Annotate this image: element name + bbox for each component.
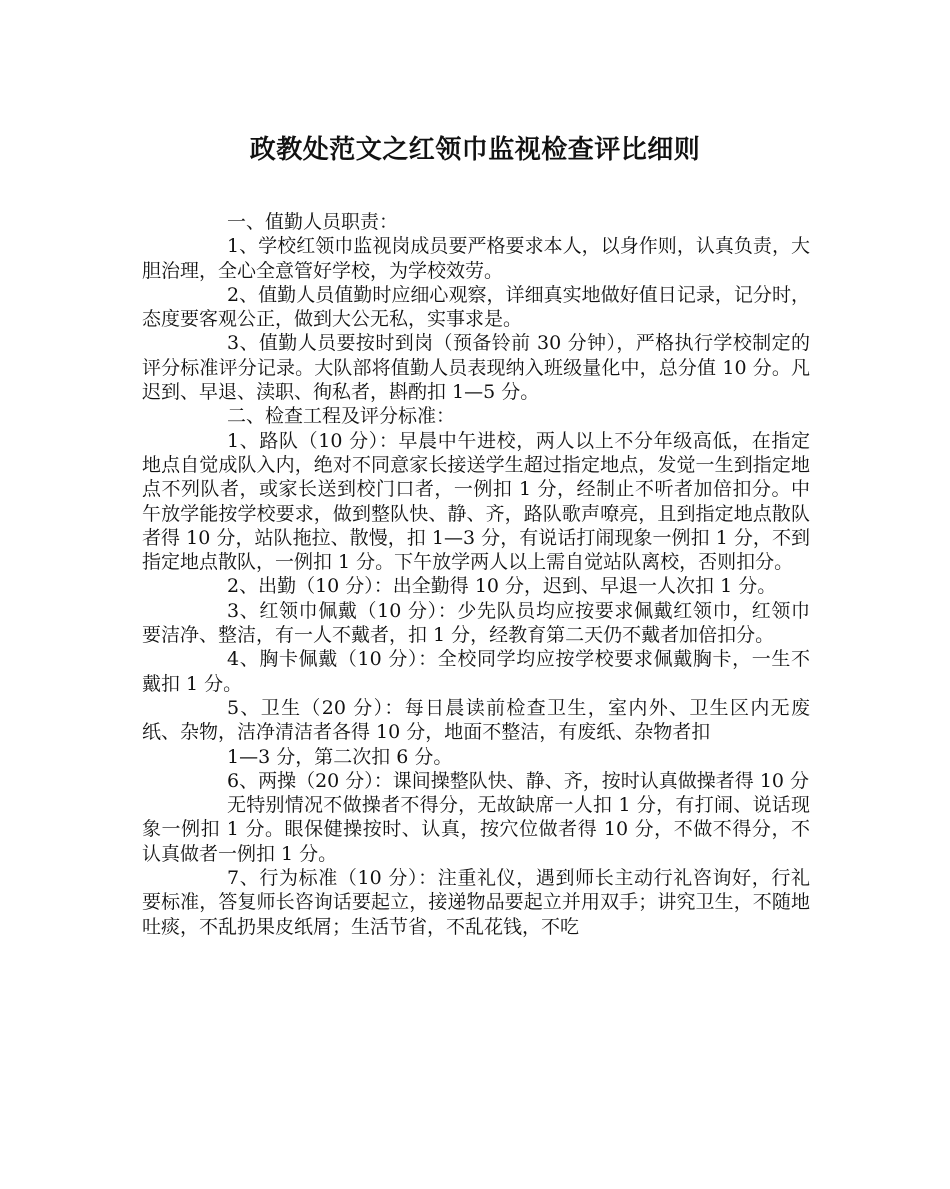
paragraph: 1、学校红领巾监视岗成员要严格要求本人，以身作则，认真负责，大胆治理，全心全意管好学校，为学校效劳。 [142, 235, 810, 282]
paragraph: 7、行为标准（10 分）：注重礼仪，遇到师长主动行礼咨询好，行礼要标准，答复师长咨询话要起立，接递物品要起立并用双手；讲究卫生，不随地吐痰，不乱扔果皮纸屑；生活节省，不乱花钱，不吃 [142, 867, 810, 938]
paragraph: 2、值勤人员值勤时应细心观察，详细真实地做好值日记录，记分时，态度要客观公正，做到大公无私，实事求是。 [142, 283, 810, 331]
paragraph: 二、检查工程及评分标准： [227, 405, 456, 428]
paragraph: 1—3 分，第二次扣 6 分。 [227, 745, 453, 768]
paragraph: 2、出勤（10 分）：出全勤得 10 分，迟到、早退一人次扣 1 分。 [227, 575, 777, 598]
paragraph: 5、卫生（20 分）：每日晨读前检查卫生，室内外、卫生区内无废纸、杂物，洁净清洁者各得 10 分，地面不整洁，有废纸、杂物者扣 [142, 696, 810, 744]
paragraph: 无特别情况不做操者不得分，无故缺席一人扣 1 分，有打闹、说话现象一例扣 1 分。眼保健操按时、认真，按穴位做者得 10 分，不做不得分，不认真做者一例扣 1 分。 [142, 794, 810, 865]
document-body [142, 210, 810, 939]
paragraph: 3、红领巾佩戴（10 分）：少先队员均应按要求佩戴红领巾，红领巾要洁净、整洁，有一人不戴者，扣 1 分，经教育第二天仍不戴者加倍扣分。 [142, 599, 810, 647]
paragraph: 一、值勤人员职责： [227, 211, 399, 233]
paragraph: 1、路队（10 分）：早晨中午进校，两人以上不分年级高低，在指定地点自觉成队入内，绝对不同意家长接送学生超过指定地点，发觉一生到指定地点不列队者，或家长送到校门口者，一例扣 1 分，经制止不听者加倍扣分。中午放学能按学校要求，做到整队快、静、齐，路队歌声嘹亮，且到指定地点散队者得 10 分，站队拖拉、散慢，扣 1—3 分，有说话打闹现象一例扣 1 分，不到指定地点散队，一例扣 1 分。下午放学两人以上需自觉站队离校，否则扣分。 [142, 429, 810, 574]
paragraph: 4、胸卡佩戴（10 分）：全校同学均应按学校要求佩戴胸卡，一生不戴扣 1 分。 [142, 648, 810, 695]
paragraph: 3、值勤人员要按时到岗（预备铃前 30 分钟），严格执行学校制定的评分标准评分记录。大队部将值勤人员表现纳入班级量化中，总分值 10 分。凡迟到、早退、渎职、徇私者，斟酌扣 1—5 分。 [142, 332, 810, 404]
paragraph: 6、两操（20 分）：课间操整队快、静、齐，按时认真做操者得 10 分 [227, 769, 810, 792]
document-title: 政教处范文之红领巾监视检查评比细则 [249, 135, 701, 165]
